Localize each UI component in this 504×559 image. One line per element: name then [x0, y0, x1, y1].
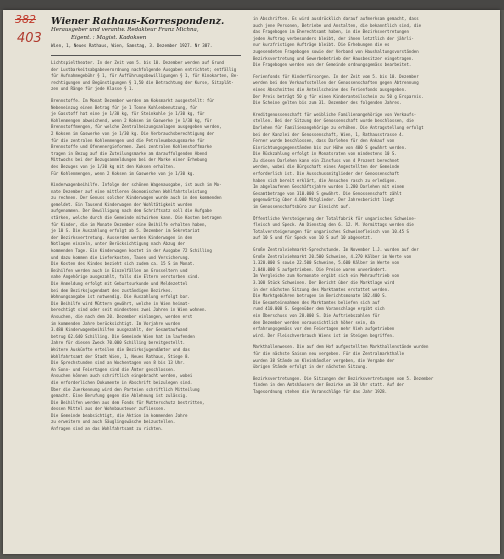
text-line: dessen Mittel aus der Wohnbausteuer zufliessen. — [51, 406, 166, 412]
right-column — [253, 16, 485, 400]
article-paragraph — [253, 16, 485, 69]
archive-number-struck: 382 — [15, 13, 36, 26]
text-line: Kohlenmengen abweichend, wenn 2 Koksen im Gaswerke je 1/30 kg, für — [51, 117, 212, 123]
text-line: Im Vergleiche zum Vormonate ergibt sich ein Mehrauftrieb von — [253, 273, 400, 279]
text-line: Tagesordnung stehen die Voranschläge für das Jahr 1928. — [253, 388, 388, 394]
text-line: wurden 38 Stände an Kleinhändler vergeben, die Vergabe der — [253, 357, 395, 363]
text-line: für die zentralen Kohlenmengen und die Petroleumbezugsmarke für — [51, 137, 205, 143]
text-line: Lichtspieltheater. In der Zeit vom 5. bis 10. Dezember werden auf Grund — [51, 60, 224, 65]
text-line: Totalversteigerungen für ungarisches Schweinefleisch von 10.45 S — [253, 228, 409, 234]
text-line: 2 Koksen im Gaswerke von je 1/30 kg. Die Verbrauchsberechtigung der — [51, 130, 215, 136]
text-line: Die Rückzahlung erfolgt in Monatsraten von mindestens 10 S. — [253, 151, 397, 157]
article-paragraph — [253, 376, 485, 396]
text-line: Nebeneinzug einen Betrag für je 1 Tonne Kohlenbenutzung, für — [51, 104, 198, 110]
text-line: erfahrungsgemäss vor den Feiertagen mehr Vieh aufgetrieben — [253, 326, 395, 332]
text-line: Wohlfahrtsamt der Stadt Wien, 1, Neues Rathaus, Stiege 8. — [51, 353, 190, 359]
text-line: zu rechnen. Der Genuss solcher Kinderwagen wurde auch in den kommenden — [51, 195, 222, 201]
text-line: bei der Kanzlei der Genossenschaft, Wien, 1, Rathausstrasse 4. — [253, 131, 405, 137]
text-line: Die Beihilfen werden aus dem Fonds für Mutterschutz bestritten, — [51, 399, 205, 405]
text-line: 1.320.000 S sowie 22.500 Schweine, 5.600 Kälber im Werte von — [253, 260, 400, 266]
text-line: Die Gemeinde beabsichtigt, die Aktion im kommenden Jahre — [51, 412, 188, 418]
text-line: betrug 62.640 Schilling. Die Gemeinde Wien hat im laufenden — [51, 333, 195, 339]
masthead-date-line: Wien, 1, Neues Rathaus, Wien, Samstag, 3. Dezember 1927. Nr 387. — [51, 43, 213, 48]
article-paragraph — [253, 74, 485, 107]
text-line: Notlagen einzeln, unter Berücksichtigung nach Abzug der — [51, 241, 186, 247]
text-line: zugesendeten Fragebogen sowie der Verband von Haushaltungsvorständen — [253, 48, 419, 54]
text-line: je 10 S. Die Auszahlung erfolgt ab 5. Dezember im Sekretariat — [51, 228, 200, 234]
text-line: gemacht. Eine Berufung gegen die Ablehnung ist zulässig. — [51, 393, 188, 399]
text-line: in der nächsten Sitzung des Marktamtes erstattet werden. — [253, 286, 390, 292]
text-line: Ansuchen, die nach dem 20. Dezember einlangen, werden erst — [51, 313, 193, 319]
text-line: stärken, welche durch die Gemeinde mitwirken kann. Die Kosten betragen — [51, 215, 222, 221]
text-line: erforderlich ist. Die Ausschussmitglieder der Genossenschaft — [253, 171, 400, 177]
text-line: tragen in Bezug auf die Zuteilungsmarke am darauffolgenden Abend — [51, 150, 207, 156]
text-line: Die Sprechstunden sind an Wochentagen von 8 bis 13 Uhr. — [51, 360, 186, 366]
text-line: für die nächste Saison neu vergeben. Für die Zentralmarkthalle — [253, 350, 405, 356]
text-line: eines Abschnittes die Anteilscheine des Ferienfonds ausgegeben. — [253, 86, 407, 92]
text-line: Die Fragebogen werden von der Gemeinde ordnungsgemäss bearbeitet. — [253, 62, 412, 68]
article-paragraph — [51, 182, 243, 433]
masthead-owner: Eigent. : Magist. Kadoksen — [71, 35, 147, 41]
text-line: für Kinder, die im Monate Dezember eine Beihilfe erhalten haben, — [51, 221, 207, 227]
article-paragraph — [253, 344, 485, 370]
text-line: Die Gesamteinnahmen des Marktamtes beliefen sich auf — [253, 299, 380, 305]
text-line: Beihilfen werden auch in Einzelfällen an Grosseltern und — [51, 267, 188, 273]
text-line: jeden Auftrag verbesonders bleibt, der ihnen letztlich der jährli- — [253, 35, 414, 41]
text-line: Der Preis beträgt 50 g für einen Kinderanteilschein zu 50 g Ersparnis. — [253, 93, 424, 99]
text-line: Markthallenwesen. Die auf dem Hof aufgestellten Markthallenstände wurden — [253, 344, 429, 350]
text-line: auch jene Personen, Betriebe und Anstalten, die bekanntlich sind, die — [253, 22, 422, 28]
text-line: im Genossenschaftsbüro zur Einsicht auf. — [253, 204, 351, 210]
text-line: Kinderwagenbeihilfe. Infolge der schönen Wagenausgabe, ist auch im Mo- — [51, 182, 222, 188]
masthead — [51, 16, 236, 49]
masthead-subtitle: Herausgeber und verantw. Redakteur Franz Michna, — [51, 27, 199, 33]
archive-number: 403 — [17, 31, 42, 46]
article-paragraph — [253, 247, 485, 339]
text-line: Zu diesen Darlehen kann ein Zinsfuss von 4 Prozent berechnet — [253, 157, 400, 163]
text-line: Mittwochs bei der Bezugsanmeldungen bei der Marke einer Erhebung — [51, 157, 207, 163]
text-line: ein Überschuss von 28.000 S. Die Auftriebszahlen für — [253, 312, 380, 318]
text-line: haben sich bereit erklärt, die Ansuchen rasch zu erledigen. — [253, 177, 397, 183]
text-line: Über die Zuerkennung wird den Parteien schriftlich Mitteilung — [51, 386, 200, 392]
text-line: Bezirksvertretung und Gewerbebetrieb der Hausbesitzer eingetragen. — [253, 55, 414, 61]
article-paragraph — [253, 112, 485, 211]
text-line: der Bezirksvertretung. Ausserdem werden Kinderwagen in den — [51, 234, 193, 240]
text-line: Wohnungsangabe ist notwendig. Die Auszahlung erfolgt bar. — [51, 294, 190, 300]
text-line: Große Zentralviehmarkt-Sprechstunde. Im November 1.J. wurden auf der — [253, 247, 419, 252]
text-line: gegenwärtig über 4.000 Mitglieder. Der Jahresbericht liegt — [253, 197, 395, 203]
text-line: je Gasstoff hat eine je 1/30 kg, für Steinkohle je 1/30 kg, für — [51, 111, 205, 117]
text-line: bei dem Bezirksjugendamt des zuständigen Bezirkes. — [51, 287, 173, 293]
text-line: Brennstoffe. Im Monat Dezember werden am Koksmarkt ausgestellt: für — [51, 97, 215, 103]
article-paragraph — [51, 60, 243, 93]
text-line: nate Dezember auf eine mittleren ökonomischen Wohlfahrtsleistung — [51, 188, 207, 194]
text-line: An Sonn- und Feiertagen sind die Ämter geschlossen. — [51, 366, 176, 372]
text-line: berechtigt sind oder seit mindestens zwei Jahren in Wien wohnen. — [51, 307, 207, 313]
text-line: Jahre für diesen Zweck 70.000 Schilling bereitgestellt. — [51, 340, 186, 346]
text-line: Ferienfonds für Kinderfürsorgen. In der Zeit vom 5. bis 10. Dezember — [253, 73, 419, 79]
text-line: Darlehen für Familienangehörige zu erhöhen. Die Antragstellung erfolgt — [253, 124, 424, 130]
folder-edge — [0, 0, 504, 10]
text-line: des Bezuges von je 1/30 kg mit den Koksen erhalten. — [51, 163, 176, 169]
article-paragraph — [253, 216, 485, 242]
text-line: Die Scheine gelten bis zum 31. Dezember des folgenden Jahres. — [253, 100, 402, 106]
text-line: zu erweitern und auch Säuglingswäsche beizustellen. — [51, 419, 176, 425]
document-page — [3, 10, 500, 554]
text-line: Ansuchen können auch schriftlich eingebracht werden, wobei — [51, 373, 193, 379]
text-line: fleisch und Speck. Am Dienstag den 6. 12. M. Vormittags werden die — [253, 222, 414, 228]
text-line: werden bei den Verkaufsstellen der Genossenschaften gegen Abtrennung — [253, 80, 419, 86]
text-line: übrigen Stände erfolgt in der nächsten Sitzung. — [253, 364, 368, 370]
text-line: wird. Der Fleischverbrauch Wiens ist im Steigen begriffen. — [253, 332, 395, 338]
text-line: 2.040.000 S aufgetrieben. Die Preise waren unverändert. — [253, 266, 388, 272]
text-line: in Abschriften. Es wird ausdrücklich darauf aufmerksam gemacht, dass — [253, 16, 419, 21]
text-line: Öffentliche Versteigerung der Totalfabrik für ungarisches Schweine- — [253, 215, 417, 221]
text-line: die erforderlichen Dokumente in Abschrift beizulegen sind. — [51, 379, 193, 385]
text-line: Einrichtungsgegenständen bis zur Höhe von 400 S gewährt werden. — [253, 144, 407, 150]
text-line: Kreditgenossenschaft für weibliche Familienangehörige von Verkaufs- — [253, 111, 417, 117]
text-line: Anfragen sind an das Wohlfahrtsamt zu richten. — [51, 426, 164, 432]
text-line: Große Zentralviehmarkt 20.500 Schweine, 4.270 Kälber im Werte von — [253, 253, 412, 259]
text-line: Bezirksvertretungen. Die Sitzungen der Bezirksvertretungen vom 5. Dezember — [253, 375, 434, 381]
text-line: Weitere Auskünfte erteilen die Bezirksjugendämter und das — [51, 346, 190, 352]
text-line: stellen. Bei der Sitzung der Genossenschaft wurde beschlossen, die — [253, 118, 414, 124]
text-line: Brennstoffmengen, für welche Zentralheizungsanlagen ausgegeben werden, — [51, 124, 222, 130]
text-line: werden, wobei die Bürgschaft eines Angestellten der Gemeinde — [253, 164, 400, 170]
text-line: Für Kohlenmengen, wenn 2 Koksen im Gaswerke von je 1/30 kg. — [51, 170, 195, 176]
text-line: nahe Angehörige ausgezahlt, falls die Eltern verstorben sind. — [51, 274, 200, 280]
text-line: der Lustbarkeitsabgabeverordnung nachfolgende Ausgaben entrichtet; entfällig — [51, 66, 237, 72]
text-line: nur kurzfristigen Aufträge bleibt. Die Erhebungen die es — [253, 42, 390, 48]
text-line: rund 410.000 S. Gegenüber dem Voranschlage ergibt sich — [253, 306, 385, 312]
text-line: Ferner wurde beschlossen, dass Darlehen für den Ankauf von — [253, 138, 395, 144]
masthead-title: Wiener Rathaus-Korrespondenz. — [51, 16, 225, 27]
left-column — [51, 60, 243, 438]
text-line: den Dezember werden voraussichtlich höher sein, da — [253, 319, 375, 325]
text-line: zen und Ränge für jede Klasse § 1. — [51, 86, 134, 92]
text-line: Brennstoffe und Ofenenergieformen. Zwei zentralen Kohlenstoffmarke — [51, 144, 212, 150]
text-line: Gesamtbetrage von 310.000 S gewährt. Die Genossenschaft zählt — [253, 190, 402, 196]
text-line: Die Anmeldung erfolgt mit Geburtsurkunde und Meldezettel — [51, 281, 188, 286]
text-line: Die Kosten des Kindes bezieht sich zudem ca. 15 S im Monat. — [51, 261, 195, 267]
text-line: 3.480 Kinderwagenbeihilfen ausgezahlt, der Gesamtaufwand — [51, 327, 188, 333]
text-line: 3.100 Stück Schweinen. Der Bericht über die Marktlage wird — [253, 279, 395, 285]
text-line: Im abgelaufenen Geschäftsjahre wurden 1.280 Darlehen mit einem — [253, 184, 405, 190]
text-line: rechtigungen und Begünstigungen § 1,50 die Betrachtung der Kurse, Sitzplät- — [51, 79, 234, 85]
masthead-rule — [51, 55, 241, 56]
article-paragraph — [51, 98, 243, 177]
text-line: gemeldet. Ein Tausend Kinderwagen der Wohltätigkeit wurden — [51, 201, 193, 207]
text-line: für Aufnahmegebühr § 1, für Aufführungsbewilligungen § 1, für Kinokarten, Be- — [51, 73, 239, 79]
text-line: im kommenden Jahre berücksichtigt. Im Vorjahre wurden — [51, 320, 181, 326]
text-line: kommenden Tage. Ein Kinderwagen kostet in der Ausgabe 72 Schilling — [51, 248, 212, 254]
text-line: Die Marktgebühren betrugen im Berichtsmonate 182.400 S. — [253, 293, 388, 299]
text-line: auf 10 S und für Speck von 10 S auf 10 abgesetzt. — [253, 235, 373, 241]
text-line: und dazu kommen die Lieferkosten, Taxen und Versicherung. — [51, 254, 190, 260]
text-line: das Fragebogen im Eherechtsamt haben, in die Bezirksvertretungen — [253, 29, 409, 35]
text-line: Die Beihilfe wird Müttern gewährt, welche in Wien heimat- — [51, 300, 190, 306]
text-line: finden in den Amtshäusern der Bezirke um 18 Uhr statt. Auf der — [253, 382, 405, 388]
text-line: aufgenommen. Der Bewilligung nach dem Schriftsatz soll die Aufgabe — [51, 208, 212, 214]
